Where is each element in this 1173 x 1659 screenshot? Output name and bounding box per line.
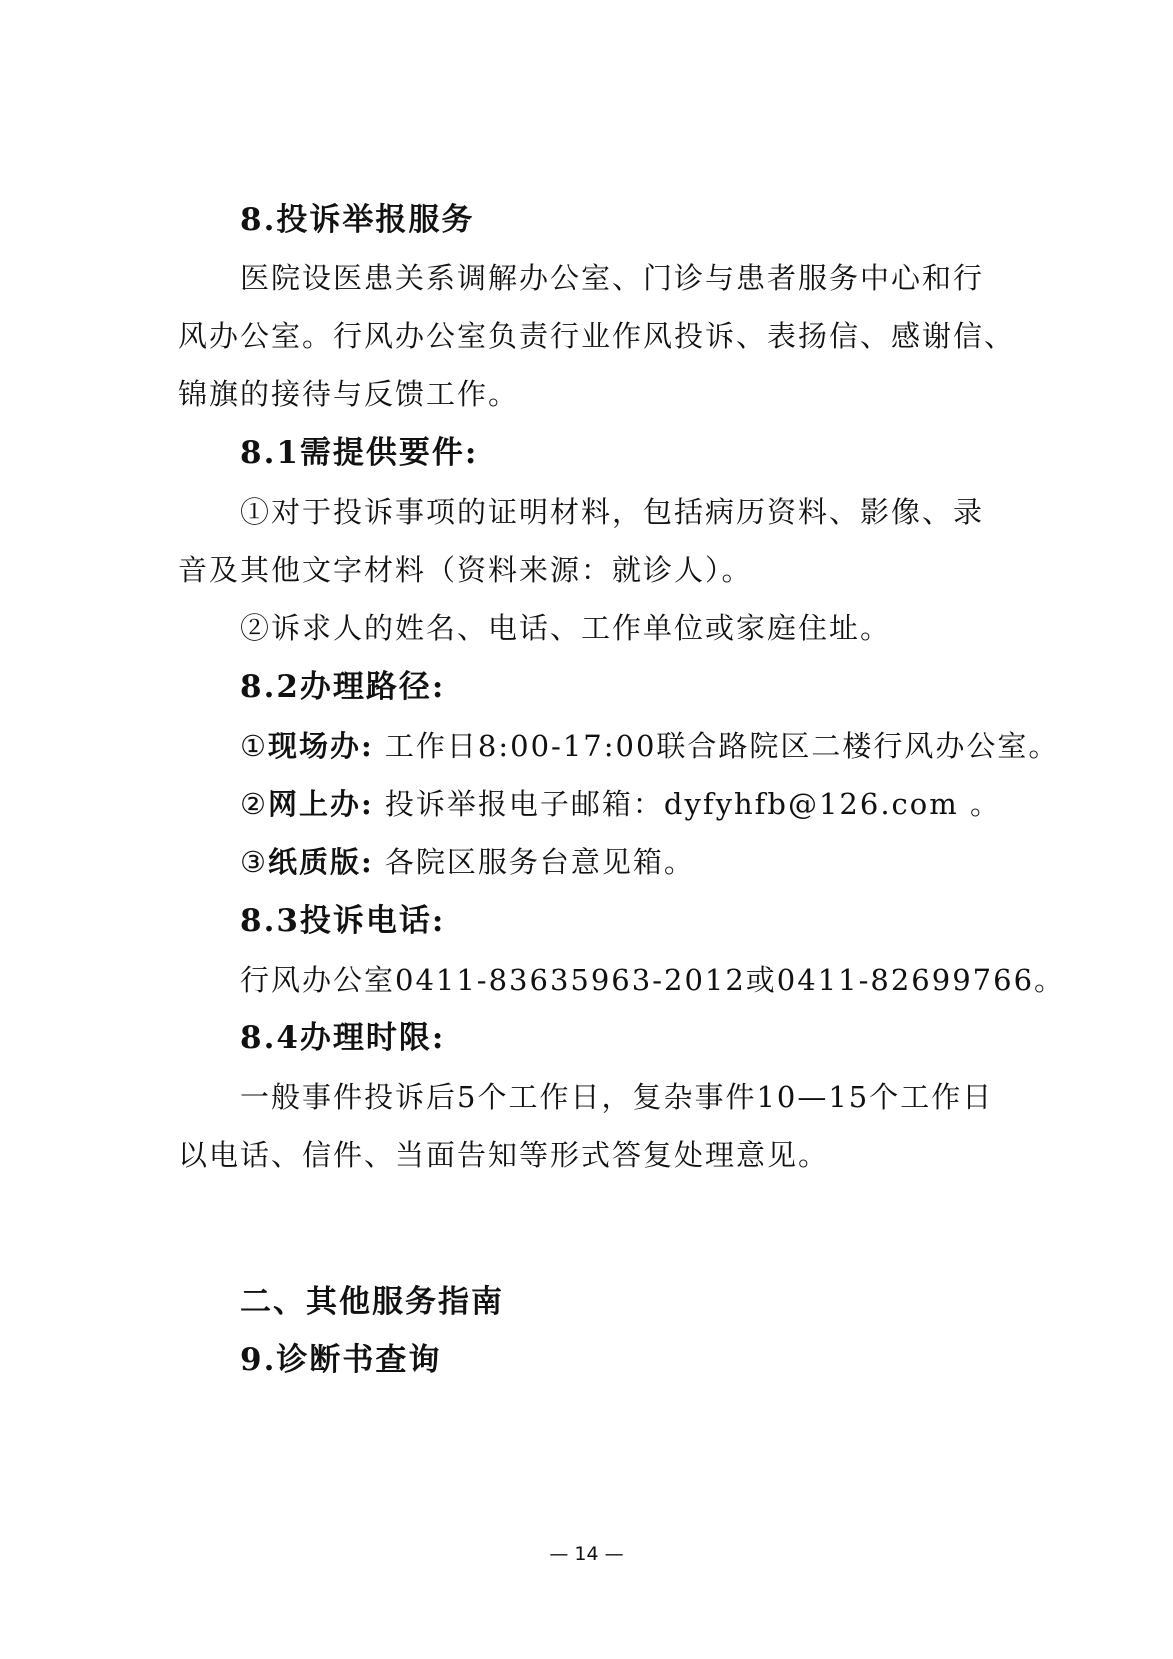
- path-onsite-marker: ①: [240, 729, 268, 763]
- section-8-1-title: 8.1需提供要件:: [240, 435, 479, 471]
- path-paper-text: 各院区服务台意见箱。: [373, 845, 695, 879]
- section-8-1-item-2: ②诉求人的姓名、电话、工作单位或家庭住址。: [240, 611, 892, 645]
- section-9-title: 9.诊断书查询: [240, 1342, 442, 1378]
- section-8-3-title: 8.3投诉电话:: [240, 903, 446, 939]
- time-limit-line-2: 以电话、信件、当面告知等形式答复处理意见。: [178, 1138, 830, 1172]
- section-8-intro-line-3: 锦旗的接待与反馈工作。: [178, 377, 520, 411]
- path-onsite-text: 工作日8:00-17:00联合路院区二楼行风办公室。: [373, 729, 1060, 763]
- section-8-intro-line-1: 医院设医患关系调解办公室、门诊与患者服务中心和行: [240, 261, 985, 295]
- section-8-1-item-1-line-1: ①对于投诉事项的证明材料，包括病历资料、影像、录: [240, 495, 985, 529]
- path-online-text: 投诉举报电子邮箱：dyfyhfb@126.com 。: [373, 787, 1001, 821]
- path-online: [240, 784, 1001, 824]
- path-onsite-label: 现场办:: [268, 729, 374, 763]
- part-2-title: 二、其他服务指南: [240, 1284, 504, 1320]
- section-8-4-title: 8.4办理时限:: [240, 1020, 446, 1056]
- section-8-2-title: 8.2办理路径:: [240, 669, 446, 705]
- time-limit-line-1: 一般事件投诉后5个工作日，复杂事件10—15个工作日: [240, 1080, 994, 1114]
- path-onsite: [240, 726, 1059, 766]
- section-8-title: 8.投诉举报服务: [240, 202, 475, 238]
- page-number: — 14 —: [549, 1543, 624, 1565]
- complaint-phone-text: 行风办公室0411-83635963-2012或0411-82699766。: [240, 963, 1066, 997]
- path-paper-marker: ③: [240, 845, 268, 879]
- path-paper: [240, 842, 695, 882]
- path-online-marker: ②: [240, 787, 268, 821]
- section-8-1-item-1-line-2: 音及其他文字材料（资料来源：就诊人）。: [178, 553, 753, 587]
- path-online-label: 网上办:: [268, 787, 374, 821]
- section-8-intro-line-2: 风办公室。行风办公室负责行业作风投诉、表扬信、感谢信、: [178, 319, 1016, 353]
- path-paper-label: 纸质版:: [268, 845, 374, 879]
